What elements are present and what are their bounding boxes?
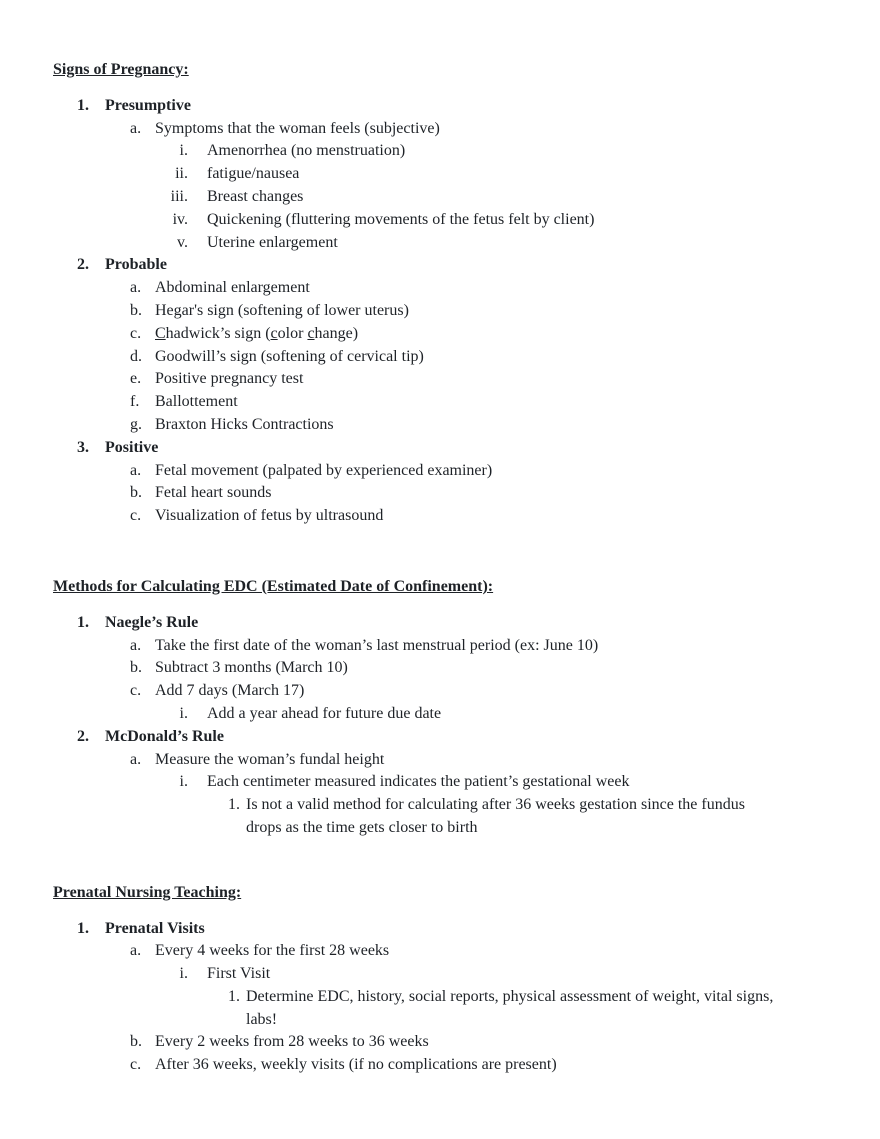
section-heading-prenatal-teaching: Prenatal Nursing Teaching: [53, 883, 242, 901]
list-marker: a. [130, 750, 142, 768]
list-item [0, 209, 880, 232]
list-item [0, 346, 880, 369]
list-marker: c. [130, 682, 142, 700]
list-item-text: Each centimeter measured indicates the patient’s gestational week [207, 773, 630, 791]
list-item-text: Quickening (fluttering movements of the fetus felt by client) [207, 210, 595, 228]
list-item-text: Determine EDC, history, social reports, physical assessment of weight, vital signs, labs! [246, 987, 774, 1028]
list-item [0, 391, 880, 414]
list-marker: v. [177, 233, 188, 251]
list-marker: i. [179, 773, 188, 791]
list-marker: 2. [77, 256, 89, 274]
list-marker: ii. [175, 165, 188, 183]
list-item-text: Abdominal enlargement [155, 279, 310, 297]
list-item [0, 232, 880, 255]
list-item-text: Chadwick’s sign (color change) [155, 324, 359, 342]
list-marker: i. [179, 965, 188, 983]
list-item [0, 986, 880, 1032]
list-item-text: Probable [105, 256, 167, 274]
list-marker: a. [130, 636, 142, 654]
list-marker: d. [130, 347, 142, 365]
list-marker: a. [130, 279, 142, 297]
list-item-text: Hegar's sign (softening of lower uterus) [155, 301, 409, 319]
list-item [0, 612, 880, 635]
list-item-text: Add 7 days (March 17) [155, 682, 305, 700]
list-marker: a. [130, 942, 142, 960]
list-item-text: Breast changes [207, 187, 304, 205]
list-item [0, 277, 880, 300]
list-item-text: Every 2 weeks from 28 weeks to 36 weeks [155, 1033, 429, 1051]
list-item [0, 482, 880, 505]
list-item-text: Add a year ahead for future due date [207, 704, 442, 722]
list-item-text: Measure the woman’s fundal height [155, 750, 385, 768]
list-item [0, 118, 880, 141]
list-item-text: Goodwill’s sign (softening of cervical tip) [155, 347, 424, 365]
section-prenatal-teaching [0, 882, 880, 1077]
list-item [0, 963, 880, 986]
list-marker: f. [130, 393, 140, 411]
section-heading-signs-of-pregnancy: Signs of Pregnancy: [53, 61, 189, 78]
list-item [0, 1054, 880, 1077]
list-marker: b. [130, 484, 142, 502]
list-item-text: Braxton Hicks Contractions [155, 415, 334, 433]
list-marker: b. [130, 659, 142, 677]
list-marker: a. [130, 119, 142, 137]
list-marker: 1. [228, 796, 240, 814]
list-marker: 1. [77, 919, 89, 937]
list-item [0, 703, 880, 726]
list-item [0, 657, 880, 680]
list-item [0, 300, 880, 323]
outline-list-edc-methods [0, 612, 880, 840]
list-item [0, 771, 880, 794]
list-item-text: First Visit [207, 965, 271, 983]
list-item-text: Uterine enlargement [207, 233, 338, 251]
list-item [0, 918, 880, 941]
list-item [0, 749, 880, 772]
list-item [0, 635, 880, 658]
list-marker: iv. [172, 210, 188, 228]
list-item-text: McDonald’s Rule [105, 727, 224, 745]
list-item-text: Presumptive [105, 96, 191, 114]
list-marker: 1. [228, 987, 240, 1005]
list-marker: i. [179, 142, 188, 160]
list-item-text: Symptoms that the woman feels (subjective) [155, 119, 440, 137]
list-marker: 3. [77, 438, 89, 456]
outline-list-signs-of-pregnancy [0, 95, 880, 528]
list-item [0, 1031, 880, 1054]
list-marker: 1. [77, 613, 89, 631]
list-item [0, 726, 880, 749]
list-item [0, 794, 880, 840]
list-item-text: Positive pregnancy test [155, 370, 304, 388]
list-item-text: Positive [105, 438, 159, 456]
list-marker: i. [179, 704, 188, 722]
list-marker: a. [130, 461, 142, 479]
list-item-text: Visualization of fetus by ultrasound [155, 507, 384, 525]
section-heading-edc-methods: Methods for Calculating EDC (Estimated Date of Confinement): [53, 577, 494, 595]
list-marker: c. [130, 324, 142, 342]
list-item [0, 680, 880, 703]
list-item-text: Is not a valid method for calculating after 36 weeks gestation since the fundus drops as the time gets closer to birth [246, 796, 745, 836]
list-marker: c. [130, 1056, 142, 1074]
section-edc-methods [0, 576, 880, 840]
outline-list-prenatal-teaching [0, 918, 880, 1078]
list-item [0, 95, 880, 118]
list-item [0, 140, 880, 163]
list-item [0, 163, 880, 186]
list-item-text: Ballottement [155, 393, 238, 411]
list-item-text: Every 4 weeks for the first 28 weeks [155, 942, 390, 960]
list-marker: 2. [77, 727, 89, 745]
list-item [0, 323, 880, 346]
list-marker: c. [130, 507, 142, 525]
list-item [0, 186, 880, 209]
section-signs-of-pregnancy [0, 59, 880, 528]
list-item-text: Amenorrhea (no menstruation) [207, 142, 406, 160]
list-item [0, 254, 880, 277]
list-item [0, 437, 880, 460]
list-marker: e. [130, 370, 142, 388]
list-item [0, 414, 880, 437]
list-marker: b. [130, 301, 142, 319]
list-marker: b. [130, 1033, 142, 1051]
list-item-text: Naegle’s Rule [105, 613, 199, 631]
list-item [0, 940, 880, 963]
list-item-text: fatigue/nausea [207, 165, 300, 183]
list-marker: iii. [170, 187, 188, 205]
list-item-text: Fetal heart sounds [155, 484, 272, 502]
list-item-text: Subtract 3 months (March 10) [155, 659, 348, 677]
list-item-text: Prenatal Visits [105, 919, 205, 937]
list-item-text: Take the first date of the woman’s last menstrual period (ex: June 10) [155, 636, 599, 654]
list-item-text: Fetal movement (palpated by experienced examiner) [155, 461, 493, 479]
list-item [0, 460, 880, 483]
list-marker: g. [130, 415, 142, 433]
list-item [0, 368, 880, 391]
list-item [0, 505, 880, 528]
list-marker: 1. [77, 96, 89, 114]
list-item-text: After 36 weeks, weekly visits (if no complications are present) [155, 1056, 557, 1074]
